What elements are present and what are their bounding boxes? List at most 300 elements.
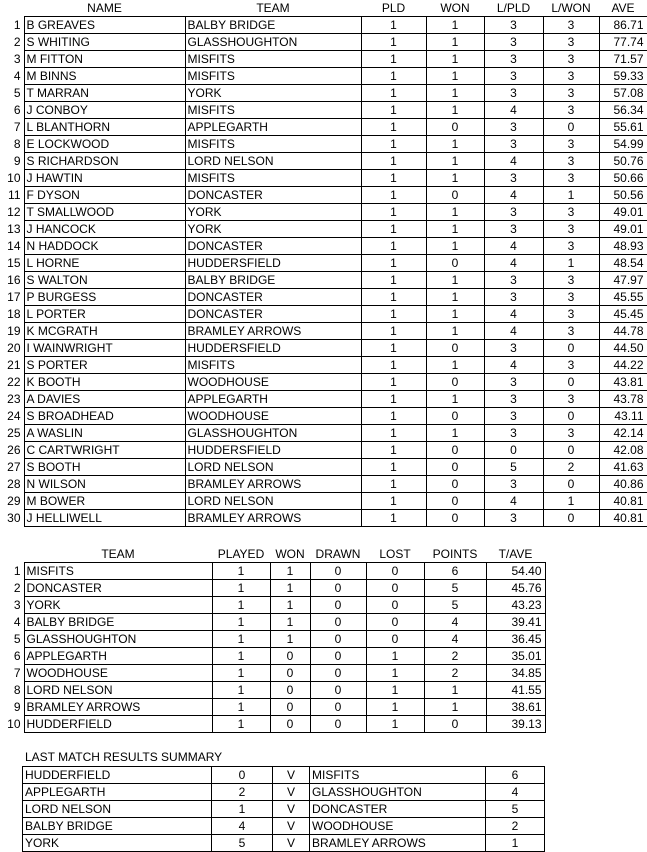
header-played: PLAYED xyxy=(217,547,265,561)
team-cell: HUDDERSFIELD xyxy=(185,340,361,357)
player-row xyxy=(0,391,647,408)
standings-row xyxy=(0,648,545,665)
player-row xyxy=(0,323,647,340)
won-cell: 0 xyxy=(426,510,484,527)
team-cell: BRAMLEY ARROWS xyxy=(185,510,361,527)
standings-row xyxy=(0,580,545,597)
lost-cell: 0 xyxy=(366,563,424,580)
points-cell: 2 xyxy=(424,665,486,682)
pld-cell: 1 xyxy=(361,357,426,374)
rank-cell: 18 xyxy=(7,307,21,321)
lpld-cell: 3 xyxy=(484,170,543,187)
position-cell: 8 xyxy=(13,683,21,697)
player-name-cell: F DYSON xyxy=(24,187,185,204)
ave-cell: 45.55 xyxy=(599,289,647,306)
player-name-cell: S RICHARDSON xyxy=(24,153,185,170)
drawn-cell: 0 xyxy=(310,563,366,580)
ave-cell: 57.08 xyxy=(599,85,647,102)
away-team-cell: DONCASTER xyxy=(310,801,486,818)
played-cell: 1 xyxy=(212,682,270,699)
lwon-cell: 0 xyxy=(543,408,599,425)
result-row xyxy=(23,767,545,784)
lwon-cell: 3 xyxy=(543,289,599,306)
standings-header-row xyxy=(0,546,545,563)
team-cell: YORK xyxy=(24,597,212,614)
won-cell: 1 xyxy=(426,136,484,153)
rank-cell: 10 xyxy=(7,171,21,185)
rank-cell: 17 xyxy=(7,290,21,304)
tave-cell: 34.85 xyxy=(486,665,545,682)
player-row xyxy=(0,306,647,323)
won-cell: 1 xyxy=(426,391,484,408)
player-name-cell: L PORTER xyxy=(24,306,185,323)
versus-cell: V xyxy=(273,835,310,852)
standings-row xyxy=(0,597,545,614)
player-row xyxy=(0,408,647,425)
rank-cell: 5 xyxy=(13,86,21,100)
lpld-cell: 3 xyxy=(484,119,543,136)
team-cell: BALBY BRIDGE xyxy=(185,17,361,34)
team-cell: YORK xyxy=(185,85,361,102)
player-name-cell: J CONBOY xyxy=(24,102,185,119)
player-row xyxy=(0,153,647,170)
rank-cell: 2 xyxy=(13,35,21,49)
won-cell: 0 xyxy=(426,374,484,391)
standings-row xyxy=(0,563,545,580)
lost-cell: 1 xyxy=(366,716,424,733)
player-row xyxy=(0,17,647,34)
points-cell: 1 xyxy=(424,699,486,716)
pld-cell: 1 xyxy=(361,170,426,187)
lpld-cell: 3 xyxy=(484,425,543,442)
player-row xyxy=(0,221,647,238)
header-points: POINTS xyxy=(432,547,478,561)
lwon-cell: 3 xyxy=(543,221,599,238)
tave-cell: 43.23 xyxy=(486,597,545,614)
away-team-cell: GLASSHOUGHTON xyxy=(310,784,486,801)
home-score-cell: 4 xyxy=(212,818,273,835)
lwon-cell: 1 xyxy=(543,493,599,510)
won-cell: 1 xyxy=(426,238,484,255)
won-cell: 0 xyxy=(426,442,484,459)
team-cell: LORD NELSON xyxy=(185,153,361,170)
rank-cell: 15 xyxy=(7,256,21,270)
versus-cell: V xyxy=(273,767,310,784)
won-cell: 1 xyxy=(426,425,484,442)
played-cell: 1 xyxy=(212,665,270,682)
pld-cell: 1 xyxy=(361,34,426,51)
won-cell: 0 xyxy=(270,699,310,716)
rank-cell: 1 xyxy=(13,18,21,32)
team-cell: MISFITS xyxy=(185,68,361,85)
team-cell: MISFITS xyxy=(185,170,361,187)
header-lpld: L/PLD xyxy=(496,1,531,15)
lwon-cell: 0 xyxy=(543,442,599,459)
ave-cell: 48.54 xyxy=(599,255,647,272)
tave-cell: 38.61 xyxy=(486,699,545,716)
lpld-cell: 3 xyxy=(484,34,543,51)
player-row xyxy=(0,51,647,68)
player-name-cell: M BINNS xyxy=(24,68,185,85)
pld-cell: 1 xyxy=(361,391,426,408)
header-team: TEAM xyxy=(101,547,135,561)
won-cell: 0 xyxy=(270,648,310,665)
won-cell: 0 xyxy=(426,187,484,204)
ave-cell: 86.71 xyxy=(599,17,647,34)
lpld-cell: 4 xyxy=(484,323,543,340)
lost-cell: 0 xyxy=(366,614,424,631)
result-row xyxy=(23,835,545,852)
lpld-cell: 3 xyxy=(484,136,543,153)
ave-cell: 50.66 xyxy=(599,170,647,187)
lpld-cell: 3 xyxy=(484,340,543,357)
drawn-cell: 0 xyxy=(310,580,366,597)
player-row xyxy=(0,340,647,357)
ave-cell: 40.81 xyxy=(599,493,647,510)
away-team-cell: BRAMLEY ARROWS xyxy=(310,835,486,852)
lost-cell: 0 xyxy=(366,597,424,614)
ave-cell: 43.11 xyxy=(599,408,647,425)
ave-cell: 42.14 xyxy=(599,425,647,442)
position-cell: 5 xyxy=(13,632,21,646)
rank-cell: 13 xyxy=(7,222,21,236)
lost-cell: 1 xyxy=(366,682,424,699)
pld-cell: 1 xyxy=(361,51,426,68)
rank-cell: 27 xyxy=(7,460,21,474)
played-cell: 1 xyxy=(212,580,270,597)
player-name-cell: S BOOTH xyxy=(24,459,185,476)
won-cell: 1 xyxy=(270,631,310,648)
pld-cell: 1 xyxy=(361,204,426,221)
player-name-cell: T MARRAN xyxy=(24,85,185,102)
player-name-cell: I WAINWRIGHT xyxy=(24,340,185,357)
team-cell: WOODHOUSE xyxy=(185,408,361,425)
standings-row xyxy=(0,682,545,699)
position-cell: 9 xyxy=(13,700,21,714)
lwon-cell: 3 xyxy=(543,170,599,187)
away-score-cell: 1 xyxy=(486,835,545,852)
player-name-cell: E LOCKWOOD xyxy=(24,136,185,153)
lpld-cell: 3 xyxy=(484,85,543,102)
played-cell: 1 xyxy=(212,648,270,665)
won-cell: 1 xyxy=(426,272,484,289)
lwon-cell: 3 xyxy=(543,17,599,34)
team-cell: DONCASTER xyxy=(185,238,361,255)
team-cell: BRAMLEY ARROWS xyxy=(185,323,361,340)
ave-cell: 44.50 xyxy=(599,340,647,357)
lwon-cell: 3 xyxy=(543,102,599,119)
ave-cell: 54.99 xyxy=(599,136,647,153)
team-cell: DONCASTER xyxy=(24,580,212,597)
header-team: TEAM xyxy=(256,1,290,15)
player-row xyxy=(0,357,647,374)
rank-cell: 14 xyxy=(7,239,21,253)
player-row xyxy=(0,34,647,51)
lwon-cell: 3 xyxy=(543,204,599,221)
player-name-cell: M BOWER xyxy=(24,493,185,510)
player-row xyxy=(0,119,647,136)
won-cell: 0 xyxy=(426,408,484,425)
team-cell: MISFITS xyxy=(185,102,361,119)
team-cell: BRAMLEY ARROWS xyxy=(24,699,212,716)
rank-cell: 20 xyxy=(7,341,21,355)
team-cell: GLASSHOUGHTON xyxy=(185,425,361,442)
team-cell: GLASSHOUGHTON xyxy=(24,631,212,648)
won-cell: 1 xyxy=(426,289,484,306)
lpld-cell: 4 xyxy=(484,238,543,255)
team-cell: LORD NELSON xyxy=(24,682,212,699)
won-cell: 1 xyxy=(426,102,484,119)
header-won: WON xyxy=(440,1,470,15)
position-cell: 10 xyxy=(7,717,21,731)
player-name-cell: B GREAVES xyxy=(24,17,185,34)
pld-cell: 1 xyxy=(361,510,426,527)
points-cell: 5 xyxy=(424,597,486,614)
player-row xyxy=(0,425,647,442)
lpld-cell: 3 xyxy=(484,510,543,527)
player-name-cell: N WILSON xyxy=(24,476,185,493)
lwon-cell: 0 xyxy=(543,476,599,493)
standings-row xyxy=(0,631,545,648)
position-cell: 2 xyxy=(13,581,21,595)
lwon-cell: 3 xyxy=(543,85,599,102)
rank-cell: 28 xyxy=(7,477,21,491)
lwon-cell: 0 xyxy=(543,510,599,527)
lwon-cell: 3 xyxy=(543,136,599,153)
drawn-cell: 0 xyxy=(310,597,366,614)
result-row xyxy=(23,818,545,835)
points-cell: 4 xyxy=(424,631,486,648)
won-cell: 1 xyxy=(426,153,484,170)
position-cell: 3 xyxy=(13,598,21,612)
player-name-cell: K MCGRATH xyxy=(24,323,185,340)
team-cell: DONCASTER xyxy=(185,306,361,323)
player-name-cell: J HANCOCK xyxy=(24,221,185,238)
position-cell: 1 xyxy=(13,564,21,578)
player-row xyxy=(0,442,647,459)
player-row xyxy=(0,102,647,119)
pld-cell: 1 xyxy=(361,68,426,85)
pld-cell: 1 xyxy=(361,493,426,510)
lwon-cell: 0 xyxy=(543,374,599,391)
player-name-cell: K BOOTH xyxy=(24,374,185,391)
rank-cell: 19 xyxy=(7,324,21,338)
lost-cell: 1 xyxy=(366,648,424,665)
won-cell: 0 xyxy=(426,340,484,357)
won-cell: 0 xyxy=(426,255,484,272)
player-row xyxy=(0,170,647,187)
ave-cell: 56.34 xyxy=(599,102,647,119)
versus-cell: V xyxy=(273,784,310,801)
won-cell: 1 xyxy=(426,51,484,68)
lwon-cell: 3 xyxy=(543,391,599,408)
won-cell: 1 xyxy=(426,357,484,374)
header-ave: AVE xyxy=(611,1,635,15)
home-team-cell: APPLEGARTH xyxy=(23,784,212,801)
won-cell: 1 xyxy=(426,306,484,323)
standings-row xyxy=(0,614,545,631)
player-row xyxy=(0,459,647,476)
pld-cell: 1 xyxy=(361,102,426,119)
drawn-cell: 0 xyxy=(310,699,366,716)
home-score-cell: 0 xyxy=(212,767,273,784)
ave-cell: 50.76 xyxy=(599,153,647,170)
pld-cell: 1 xyxy=(361,442,426,459)
pld-cell: 1 xyxy=(361,374,426,391)
drawn-cell: 0 xyxy=(310,716,366,733)
won-cell: 0 xyxy=(270,665,310,682)
lpld-cell: 4 xyxy=(484,306,543,323)
header-pld: PLD xyxy=(381,1,406,15)
lpld-cell: 3 xyxy=(484,51,543,68)
won-cell: 1 xyxy=(270,597,310,614)
won-cell: 0 xyxy=(426,459,484,476)
player-row xyxy=(0,374,647,391)
lpld-cell: 3 xyxy=(484,221,543,238)
tave-cell: 39.13 xyxy=(486,716,545,733)
lwon-cell: 3 xyxy=(543,153,599,170)
points-cell: 1 xyxy=(424,682,486,699)
ave-cell: 55.61 xyxy=(599,119,647,136)
ave-cell: 43.78 xyxy=(599,391,647,408)
lpld-cell: 4 xyxy=(484,187,543,204)
lost-cell: 0 xyxy=(366,631,424,648)
versus-cell: V xyxy=(273,818,310,835)
pld-cell: 1 xyxy=(361,272,426,289)
played-cell: 1 xyxy=(212,614,270,631)
ave-cell: 45.45 xyxy=(599,306,647,323)
pld-cell: 1 xyxy=(361,187,426,204)
lwon-cell: 3 xyxy=(543,357,599,374)
team-cell: BALBY BRIDGE xyxy=(185,272,361,289)
rank-cell: 30 xyxy=(7,511,21,525)
player-name-cell: C CARTWRIGHT xyxy=(24,442,185,459)
player-row xyxy=(0,255,647,272)
won-cell: 1 xyxy=(270,614,310,631)
player-row xyxy=(0,510,647,527)
lost-cell: 0 xyxy=(366,580,424,597)
drawn-cell: 0 xyxy=(310,614,366,631)
player-header-row xyxy=(0,0,647,17)
won-cell: 0 xyxy=(426,476,484,493)
player-name-cell: T SMALLWOOD xyxy=(24,204,185,221)
won-cell: 1 xyxy=(270,580,310,597)
standings-row xyxy=(0,665,545,682)
played-cell: 1 xyxy=(212,716,270,733)
rank-cell: 12 xyxy=(7,205,21,219)
away-score-cell: 6 xyxy=(486,767,545,784)
player-name-cell: S BROADHEAD xyxy=(24,408,185,425)
team-cell: WOODHOUSE xyxy=(24,665,212,682)
won-cell: 0 xyxy=(270,682,310,699)
rank-cell: 16 xyxy=(7,273,21,287)
lpld-cell: 3 xyxy=(484,272,543,289)
lwon-cell: 0 xyxy=(543,340,599,357)
team-standings-table xyxy=(0,546,546,733)
player-name-cell: J HELLIWELL xyxy=(24,510,185,527)
ave-cell: 47.97 xyxy=(599,272,647,289)
lpld-cell: 3 xyxy=(484,391,543,408)
player-row xyxy=(0,289,647,306)
pld-cell: 1 xyxy=(361,340,426,357)
won-cell: 1 xyxy=(426,170,484,187)
team-cell: YORK xyxy=(185,204,361,221)
tave-cell: 39.41 xyxy=(486,614,545,631)
ave-cell: 41.63 xyxy=(599,459,647,476)
result-row xyxy=(23,784,545,801)
position-cell: 4 xyxy=(13,615,21,629)
header-lost: LOST xyxy=(379,547,411,561)
pld-cell: 1 xyxy=(361,17,426,34)
lpld-cell: 3 xyxy=(484,289,543,306)
player-name-cell: A DAVIES xyxy=(24,391,185,408)
won-cell: 0 xyxy=(270,716,310,733)
player-row xyxy=(0,68,647,85)
player-row xyxy=(0,136,647,153)
lwon-cell: 3 xyxy=(543,425,599,442)
lwon-cell: 3 xyxy=(543,51,599,68)
pld-cell: 1 xyxy=(361,221,426,238)
player-name-cell: L HORNE xyxy=(24,255,185,272)
lost-cell: 1 xyxy=(366,699,424,716)
lpld-cell: 4 xyxy=(484,357,543,374)
points-cell: 6 xyxy=(424,563,486,580)
player-name-cell: S PORTER xyxy=(24,357,185,374)
home-score-cell: 2 xyxy=(212,784,273,801)
home-team-cell: BALBY BRIDGE xyxy=(23,818,212,835)
away-team-cell: WOODHOUSE xyxy=(310,818,486,835)
ave-cell: 59.33 xyxy=(599,68,647,85)
home-team-cell: LORD NELSON xyxy=(23,801,212,818)
standings-row xyxy=(0,716,545,733)
team-cell: MISFITS xyxy=(185,136,361,153)
ave-cell: 44.78 xyxy=(599,323,647,340)
rank-cell: 9 xyxy=(13,154,21,168)
pld-cell: 1 xyxy=(361,323,426,340)
team-cell: MISFITS xyxy=(24,563,212,580)
team-cell: YORK xyxy=(185,221,361,238)
pld-cell: 1 xyxy=(361,85,426,102)
lwon-cell: 3 xyxy=(543,306,599,323)
rank-cell: 24 xyxy=(7,409,21,423)
rank-cell: 4 xyxy=(13,69,21,83)
team-cell: HUDDERSFIELD xyxy=(185,255,361,272)
ave-cell: 43.81 xyxy=(599,374,647,391)
lpld-cell: 5 xyxy=(484,459,543,476)
team-cell: MISFITS xyxy=(185,51,361,68)
rank-cell: 8 xyxy=(13,137,21,151)
pld-cell: 1 xyxy=(361,255,426,272)
player-row xyxy=(0,272,647,289)
ave-cell: 49.01 xyxy=(599,204,647,221)
won-cell: 1 xyxy=(426,17,484,34)
team-cell: DONCASTER xyxy=(185,187,361,204)
away-score-cell: 2 xyxy=(486,818,545,835)
lwon-cell: 3 xyxy=(543,238,599,255)
player-row xyxy=(0,204,647,221)
header-drawn: DRAWN xyxy=(315,547,361,561)
lpld-cell: 4 xyxy=(484,255,543,272)
rank-cell: 6 xyxy=(13,103,21,117)
team-cell: APPLEGARTH xyxy=(24,648,212,665)
won-cell: 1 xyxy=(270,563,310,580)
pld-cell: 1 xyxy=(361,425,426,442)
header-name: NAME xyxy=(87,1,122,15)
rank-cell: 29 xyxy=(7,494,21,508)
lwon-cell: 0 xyxy=(543,119,599,136)
pld-cell: 1 xyxy=(361,289,426,306)
rank-cell: 11 xyxy=(8,188,21,202)
